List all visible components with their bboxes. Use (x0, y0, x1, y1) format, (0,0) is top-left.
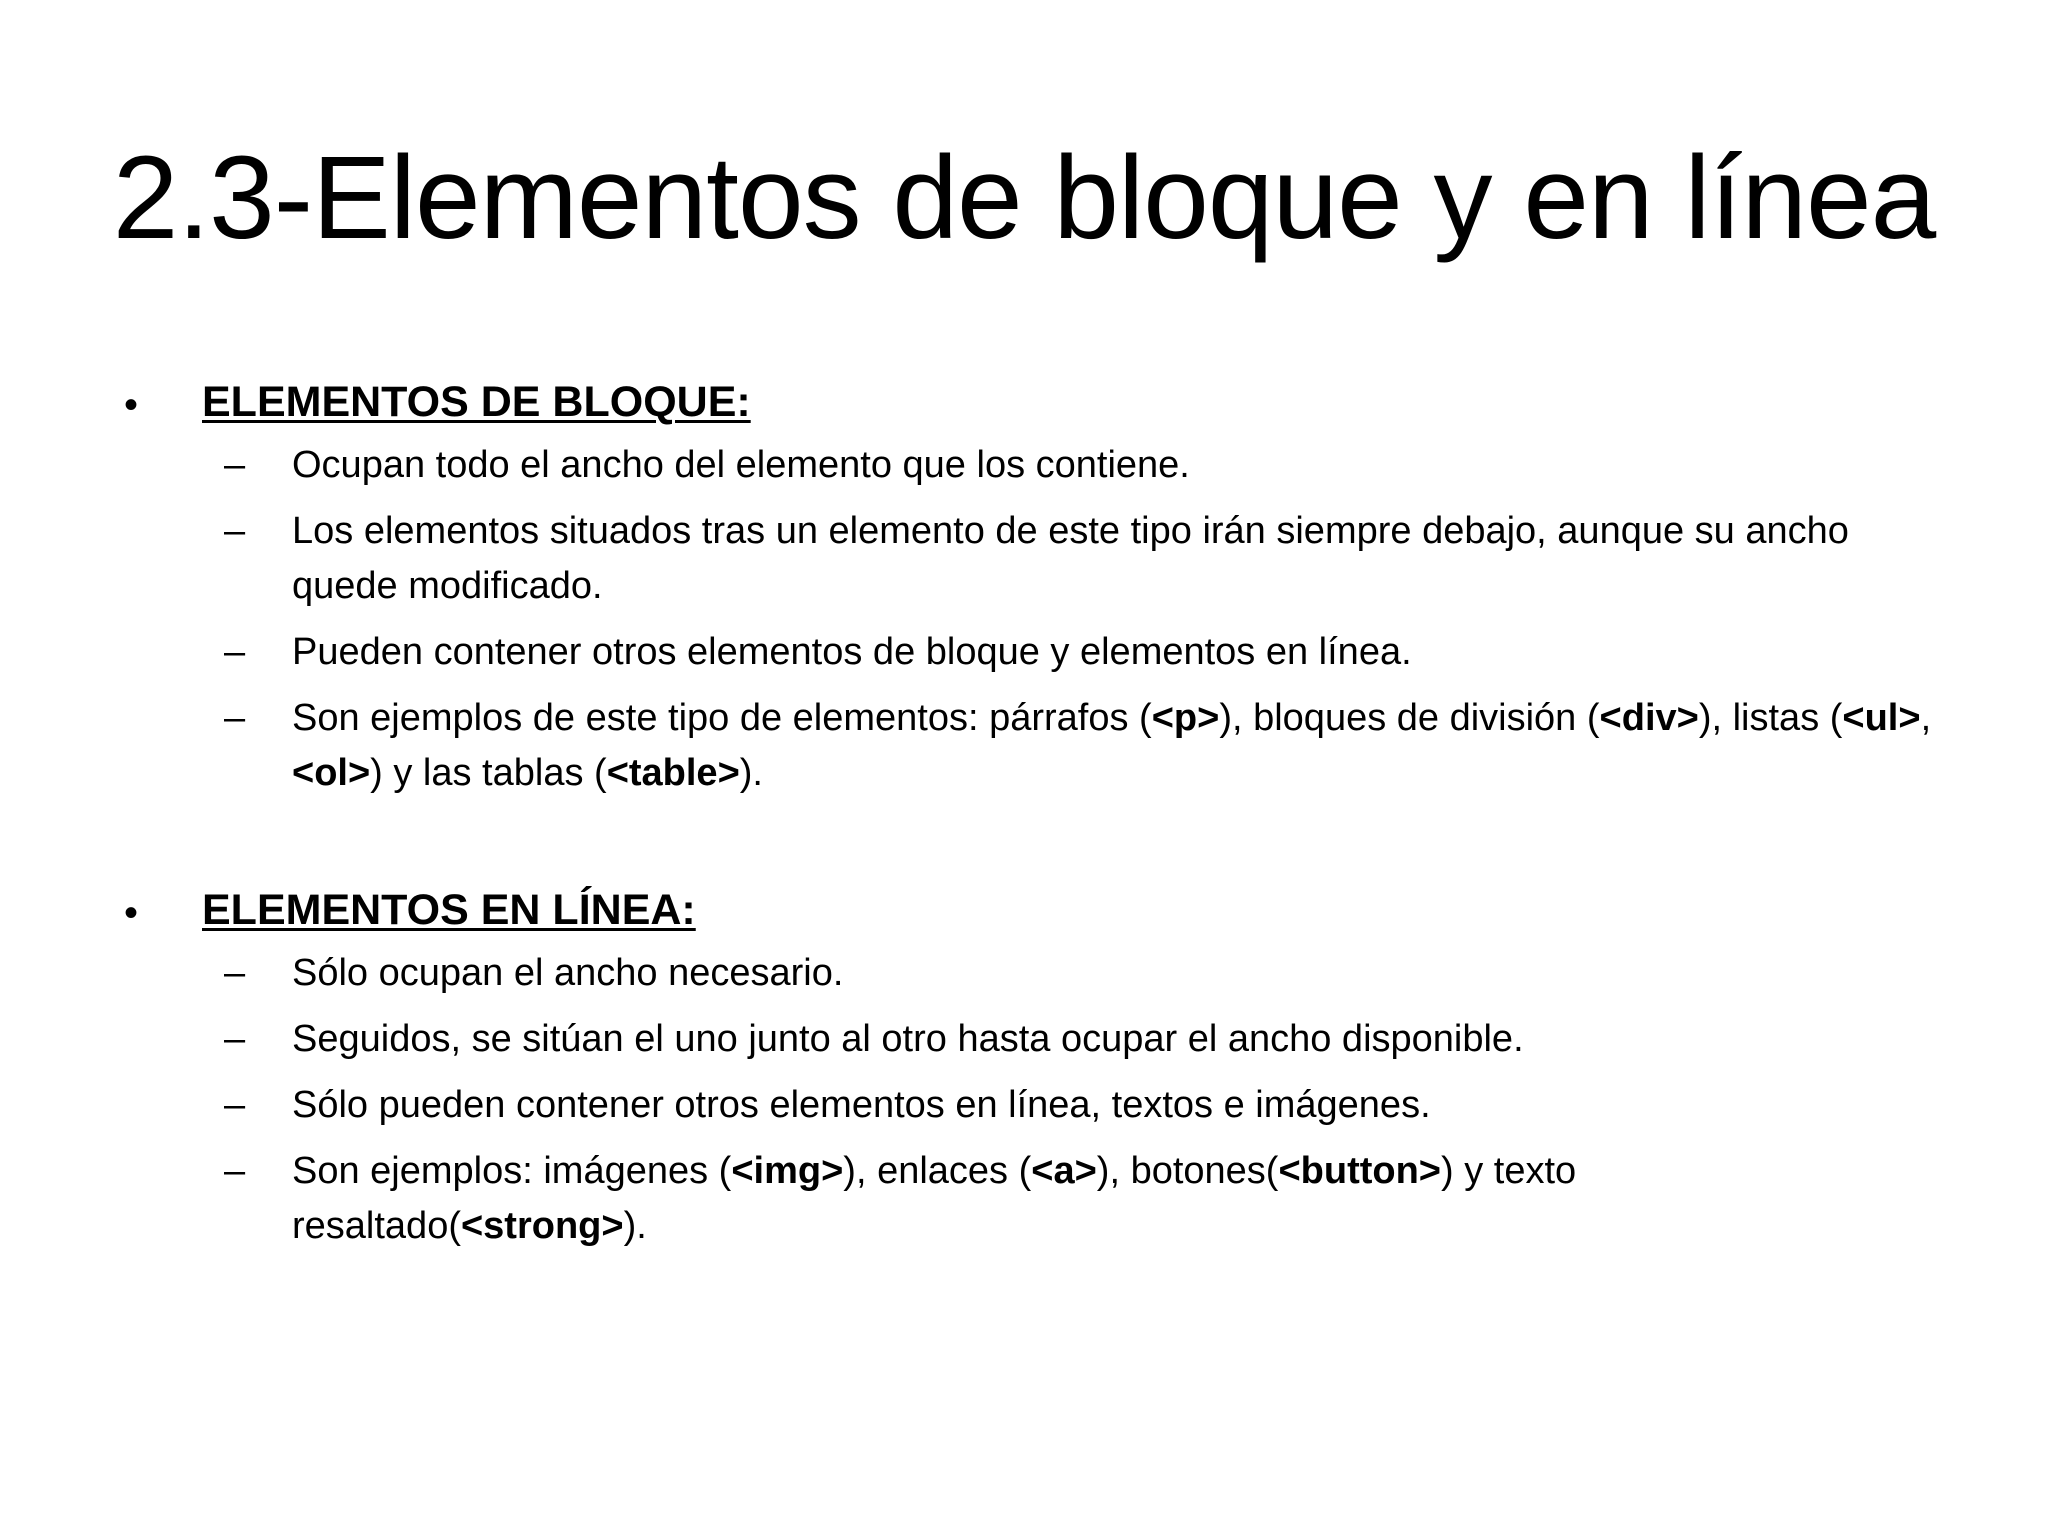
text-segment: ), bloques de división ( (1219, 697, 1600, 739)
code-tag: <table> (606, 752, 740, 794)
sub-item-text (292, 1144, 1938, 1254)
dash-icon: – (224, 1018, 246, 1060)
sub-item-text: Ocupan todo el ancho del elemento que los contiene. (292, 444, 1190, 486)
sub-item-text: Sólo ocupan el ancho necesario. (292, 952, 844, 994)
text-segment: ). (623, 1205, 647, 1247)
slide-title: 2.3-Elementos de bloque y en línea (112, 132, 1936, 264)
sub-item (0, 625, 2048, 680)
sub-item-text (292, 691, 1938, 801)
bullet-item-inline (0, 880, 2048, 946)
sub-item (0, 946, 2048, 1001)
code-tag: <button> (1278, 1150, 1441, 1192)
block-elements-heading: ELEMENTOS DE BLOQUE: (202, 378, 751, 426)
sub-item (0, 504, 2048, 614)
code-tag: <ul> (1842, 697, 1921, 739)
text-segment: , (1920, 697, 1932, 739)
text-segment: ). (739, 752, 763, 794)
sub-item-text: Seguidos, se sitúan el uno junto al otro hasta ocupar el ancho disponible. (292, 1018, 1524, 1060)
block-elements-section (0, 372, 2048, 812)
text-segment: ), listas ( (1698, 697, 1843, 739)
dash-icon: – (224, 1084, 246, 1126)
text-segment: Son ejemplos de este tipo de elementos: párrafos ( (292, 697, 1152, 739)
sub-item (0, 1078, 2048, 1133)
code-tag: <img> (731, 1150, 844, 1192)
dash-icon: – (224, 1150, 246, 1192)
text-segment: ), botones( (1096, 1150, 1279, 1192)
text-segment: ) y las tablas ( (370, 752, 607, 794)
code-tag: <p> (1151, 697, 1220, 739)
sub-item-text: Los elementos situados tras un elemento de este tipo irán siempre debajo, aunque su ancho quede modificado. (292, 510, 1849, 607)
bullet-item-block (0, 372, 2048, 438)
dash-icon: – (224, 952, 246, 994)
code-tag: <strong> (460, 1205, 624, 1247)
text-segment: Son ejemplos: imágenes ( (292, 1150, 732, 1192)
sub-item (0, 438, 2048, 493)
sub-item-text: Pueden contener otros elementos de bloque y elementos en línea. (292, 631, 1412, 673)
bullet-dot-icon: • (124, 891, 139, 935)
text-segment: ) y texto resaltado( (292, 1150, 1577, 1247)
inline-elements-heading: ELEMENTOS EN LÍNEA: (202, 886, 696, 934)
code-tag: <div> (1599, 697, 1699, 739)
dash-icon: – (224, 510, 246, 552)
sub-item (0, 1012, 2048, 1067)
sub-item (0, 1144, 2048, 1254)
inline-elements-section (0, 880, 2048, 1265)
sub-item-text: Sólo pueden contener otros elementos en línea, textos e imágenes. (292, 1084, 1431, 1126)
sub-item (0, 691, 2048, 801)
code-tag: <a> (1031, 1150, 1097, 1192)
bullet-dot-icon: • (124, 383, 139, 427)
dash-icon: – (224, 631, 246, 673)
code-tag: <ol> (292, 752, 371, 794)
dash-icon: – (224, 697, 246, 739)
text-segment: ), enlaces ( (843, 1150, 1032, 1192)
dash-icon: – (224, 444, 246, 486)
